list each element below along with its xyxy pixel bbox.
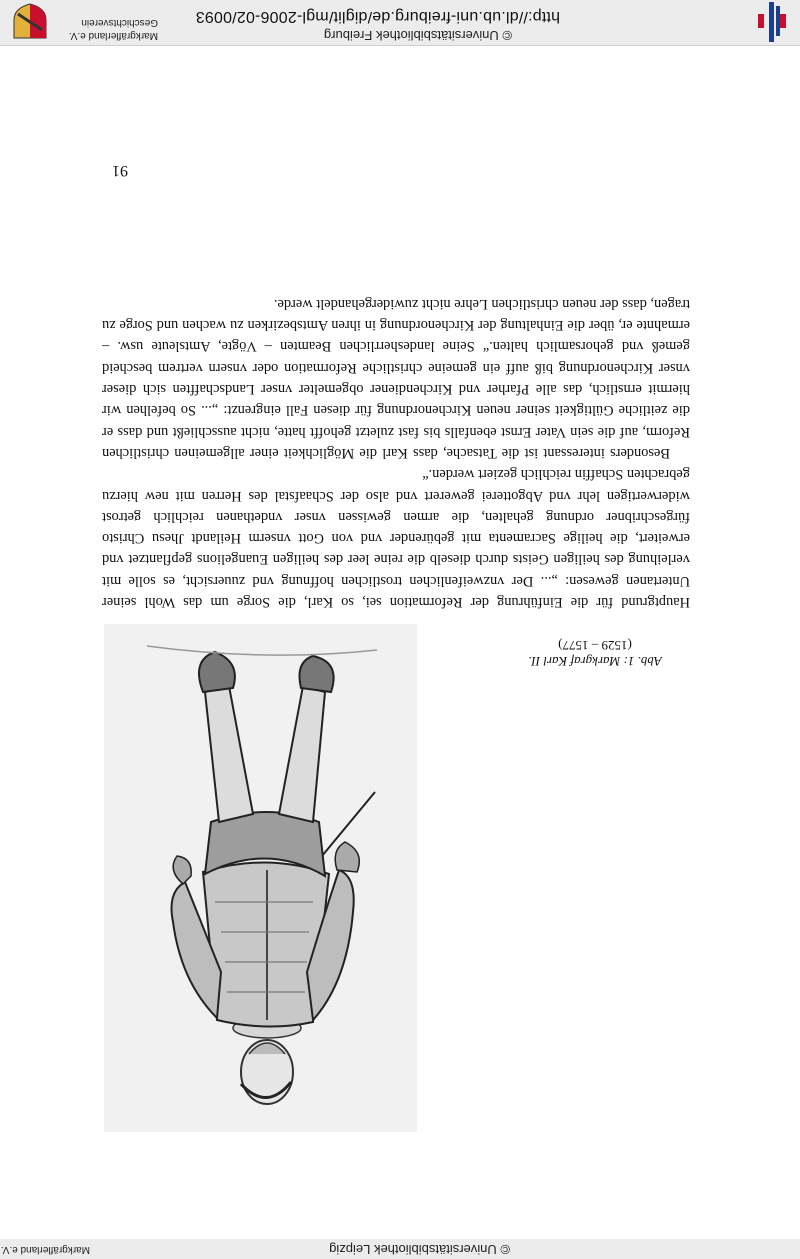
document-url[interactable]: http://dl.ub.uni-freiburg.de/diglit/mgl-2006-02/0093	[195, 8, 560, 25]
bottom-info-bar	[0, 0, 800, 46]
header-copyright: © Universitätsbibliothek Freiburg	[323, 28, 512, 43]
figure-label: Abb. 1:	[623, 654, 662, 669]
portrait-figure	[104, 624, 417, 1132]
society-name-line-2: Markgräflerland e.V.	[68, 30, 158, 41]
figure-years: (1529 – 1577)	[558, 638, 632, 653]
figure-name: Markgraf Karl II.	[528, 654, 621, 669]
coat-of-arms-icon	[10, 2, 50, 42]
society-name-line-1: Geschichtsverein	[81, 17, 158, 28]
library-logo-icon	[754, 2, 790, 42]
footer-society-name: Markgräflerland e.V.	[0, 1244, 90, 1255]
paragraph-1: Hauptgrund für die Einführung der Reformation sei, so Karl, die Sorge um das Wohl seiner Untertanen gewesen: „... Der vnzweifenlichen trostlichen hoffnung vnd zuuersicht, es solle mit verleihung des heiligen Geists durch dieselb die reine leer des heiligen Euangelions gepflantzet vnd erweitert, die heilige Sacramenta mit gebürender vnd von Gott vnserm Heilandt Jhesu Christo fürgeschribner ordnung gehalten, die armen gewissen vnser vndethanen reichlich getrost widerwertigen lehr vnd Abgotterei gewerert vnd also der Schaafstal des Herren mit new hierzu gebrachten Schaffin reichlich geziert werden.“	[102, 466, 690, 610]
body-text	[102, 293, 690, 612]
paragraph-2: Besonders interessant ist die Tatsache, dass Karl die Möglichkeit einer allgemeinen christlichen Reform, auf die sein Vater Ernst ebenfalls bis fast zuletzt gehofft hatte, nicht ausschließt und dass er die zeitliche Gültigkeit seiner neuen Kirchenordnung für diesen Fall eingrenzt: „... So befelhen wir hiermit ernstlich, das alle Pfarher vnd Kirchendiener obgemelter vnser Landschafften sich dieser vnser Kirchenordnung biß auff ein gemeine christliche Reformation oder vnsern vertrem bescheid gemeß vnd gehorsamlich halten.“ Seine landesherrlichen Beamten – Vögte, Amtsleute usw. – ermahnte er, über die Einhaltung der Kirchenordnung in ihren Amtsbezirken zu wachen und Sorge zu tragen, dass der neuen christlichen Lehre nicht zuwidergehandelt werde.	[102, 295, 690, 461]
footer-copyright: © Universitätsbibliothek Leipzig	[329, 1242, 510, 1257]
figure-caption	[430, 653, 760, 669]
page-number: 91	[112, 162, 128, 179]
portrait-drawing	[104, 624, 417, 1132]
top-info-bar	[0, 1239, 800, 1259]
